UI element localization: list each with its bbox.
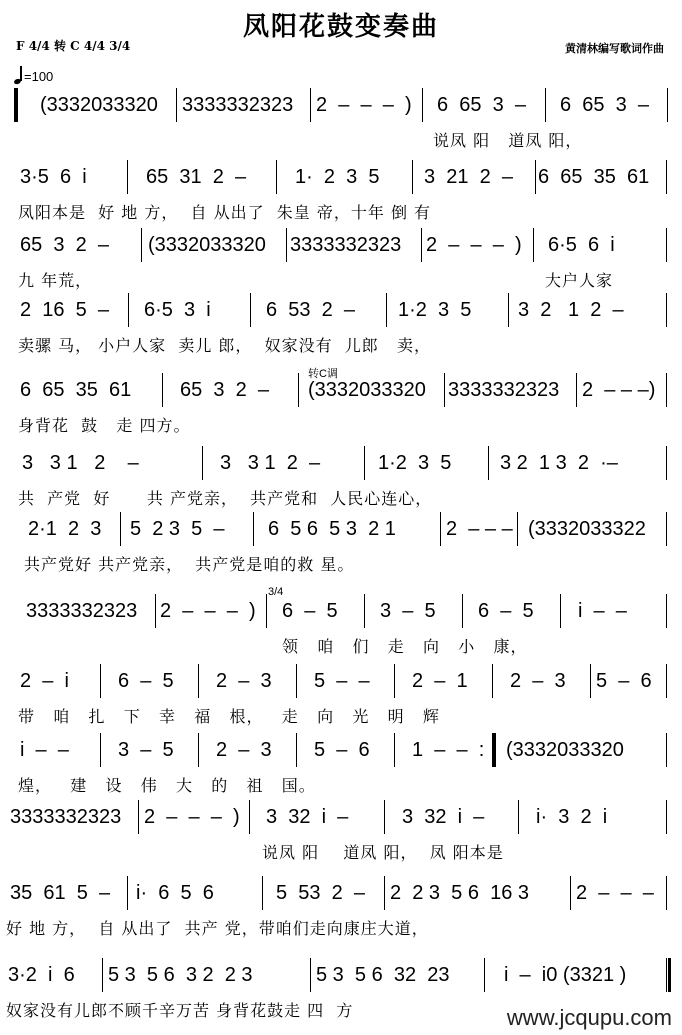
- single-barline: [198, 733, 199, 767]
- measure-notes: 6 5 6 5 3 2 1: [268, 518, 396, 540]
- measure-notes: 3333332323: [448, 379, 560, 401]
- measure-notes: 2 – 1: [412, 670, 468, 692]
- single-barline: [484, 958, 485, 992]
- measure-notes: 2 – 3: [216, 670, 272, 692]
- measure-notes: (3332033320: [148, 234, 266, 256]
- measure-notes: 3 32 i –: [402, 806, 485, 828]
- score-annotation: 3/4: [268, 586, 284, 598]
- single-barline: [576, 373, 577, 407]
- measure-notes: 2·1 2 3: [28, 518, 102, 540]
- measure-notes: 5 3 5 6 32 23: [316, 964, 450, 986]
- measure-notes: 6 53 2 –: [266, 299, 355, 321]
- lyric-line: 身背花 鼓 走 四方。: [18, 416, 191, 435]
- single-barline: [394, 733, 395, 767]
- single-barline: [100, 733, 101, 767]
- single-barline: [384, 800, 385, 834]
- measure-notes: 2 – – – ): [160, 600, 256, 622]
- single-barline: [444, 373, 445, 407]
- single-barline: [176, 88, 177, 122]
- single-barline: [590, 664, 591, 698]
- measure-notes: 6 – 5: [118, 670, 174, 692]
- measure-notes: 2 – 3: [510, 670, 566, 692]
- single-barline: [310, 958, 311, 992]
- single-barline: [560, 594, 561, 628]
- measure-notes: 6·5 6 i: [548, 234, 615, 256]
- measure-notes: 6 65 35 61: [20, 379, 132, 401]
- single-barline: [198, 664, 199, 698]
- measure-notes: 3333332323: [290, 234, 402, 256]
- single-barline: [666, 228, 667, 262]
- measure-notes: 3333332323: [182, 94, 294, 116]
- measure-notes: 5 – 6: [314, 739, 370, 761]
- measure-notes: 3 3 1 2 –: [220, 452, 321, 474]
- single-barline: [100, 664, 101, 698]
- single-barline: [155, 594, 156, 628]
- single-barline: [666, 876, 667, 910]
- single-barline: [296, 733, 297, 767]
- measure-notes: 3 – 5: [380, 600, 436, 622]
- measure-notes: 6·5 3 i: [144, 299, 211, 321]
- score-annotation: 转C调: [308, 368, 338, 380]
- single-barline: [422, 88, 423, 122]
- measure-notes: (3332033322: [528, 518, 646, 540]
- measure-notes: 1·2 3 5: [378, 452, 452, 474]
- single-barline: [384, 876, 385, 910]
- measure-notes: 2 16 5 –: [20, 299, 109, 321]
- single-barline: [364, 594, 365, 628]
- measure-notes: 2 – – –: [576, 882, 654, 904]
- measure-notes: 5 – 6: [596, 670, 652, 692]
- single-barline: [253, 512, 254, 546]
- single-barline: [249, 800, 250, 834]
- single-barline: [666, 594, 667, 628]
- tempo-value: =100: [24, 69, 54, 84]
- single-barline: [266, 594, 267, 628]
- lyric-line: 凤阳本是 好 地 方， 自 从出了 朱皇 帝，十年 倒 有: [18, 203, 432, 222]
- single-barline: [533, 228, 534, 262]
- single-barline: [421, 228, 422, 262]
- measure-notes: (3332033320: [40, 94, 158, 116]
- measure-notes: 5 2 3 5 –: [130, 518, 225, 540]
- single-barline: [666, 293, 667, 327]
- single-barline: [386, 293, 387, 327]
- lyric-line: 九 年荒，: [18, 271, 93, 290]
- measure-notes: 2 – – – ): [316, 94, 412, 116]
- tempo-marking: [14, 66, 53, 84]
- measure-notes: i· 3 2 i: [536, 806, 608, 828]
- key-signature: F 4/4 转 C 4/4 3/4: [16, 39, 131, 53]
- single-barline: [666, 733, 667, 767]
- single-barline: [394, 664, 395, 698]
- single-barline: [250, 293, 251, 327]
- measure-notes: 35 61 5 –: [10, 882, 111, 904]
- single-barline: [162, 373, 163, 407]
- single-barline: [298, 373, 299, 407]
- measure-notes: 3 – 5: [118, 739, 174, 761]
- single-barline: [102, 958, 103, 992]
- single-barline: [545, 88, 546, 122]
- measure-notes: i – –: [578, 600, 627, 622]
- single-barline: [364, 446, 365, 480]
- single-barline: [666, 160, 667, 194]
- measure-notes: (3332033320: [506, 739, 624, 761]
- quarter-note-icon: [14, 66, 22, 84]
- measure-notes: 65 3 2 –: [180, 379, 269, 401]
- lyric-line: 煌， 建 设 伟 大 的 祖 国。: [18, 776, 316, 795]
- single-barline: [127, 160, 128, 194]
- measure-notes: 65 3 2 –: [20, 234, 109, 256]
- measure-notes: i – –: [20, 739, 69, 761]
- measure-notes: 3 2 1 3 2 ·–: [500, 452, 618, 474]
- single-barline: [666, 512, 667, 546]
- repeat-end-barline: [492, 733, 496, 767]
- single-barline: [120, 512, 121, 546]
- measure-notes: 5 53 2 –: [276, 882, 365, 904]
- measure-notes: 3333332323: [26, 600, 138, 622]
- single-barline: [517, 512, 518, 546]
- repeat-start-barline: [14, 88, 18, 122]
- measure-notes: (3332033320: [308, 379, 426, 401]
- measure-notes: 2 2 3 5 6 16 3: [390, 882, 529, 904]
- single-barline: [138, 800, 139, 834]
- measure-notes: 3 2 1 2 –: [518, 299, 624, 321]
- measure-notes: 2 – i: [20, 670, 69, 692]
- single-barline: [440, 512, 441, 546]
- measure-notes: 3 32 i –: [266, 806, 349, 828]
- single-barline: [310, 88, 311, 122]
- measure-notes: 3 3 1 2 –: [22, 452, 139, 474]
- measure-notes: 6 – 5: [282, 600, 338, 622]
- single-barline: [141, 228, 142, 262]
- lyric-line: 说凤 阳 道凤 阳，: [433, 131, 583, 150]
- single-barline: [262, 876, 263, 910]
- measure-notes: 6 65 3 –: [437, 94, 526, 116]
- lyric-line: 共 产党 好 共 产党亲， 共产党和 人民心连心，: [18, 489, 433, 508]
- lyric-line: 大户人家: [545, 271, 614, 290]
- lyric-line: 好 地 方， 自 从出了 共产 党，带咱们走向康庄大道，: [6, 919, 429, 938]
- lyric-line: 卖骡 马， 小户人家 卖儿 郎， 奴家没有 儿郎 卖，: [18, 336, 432, 355]
- measure-notes: 6 65 35 61: [538, 166, 650, 188]
- measure-notes: 5 3 5 6 3 2 2 3: [108, 964, 253, 986]
- single-barline: [296, 664, 297, 698]
- single-barline: [666, 800, 667, 834]
- single-barline: [667, 88, 668, 122]
- single-barline: [412, 160, 413, 194]
- watermark: www.jcqupu.com: [506, 1005, 672, 1030]
- measure-notes: 3·5 6 i: [20, 166, 87, 188]
- lyric-line: 说凤 阳 道凤 阳， 凤 阳本是: [262, 843, 504, 862]
- lyric-line: 奴家没有儿郎不顾千辛万苦 身背花鼓走 四 方: [6, 1001, 354, 1020]
- measure-notes: 1 – – :: [412, 739, 485, 761]
- single-barline: [666, 664, 667, 698]
- measure-notes: 2 – – – ): [426, 234, 522, 256]
- measure-notes: 2 – 3: [216, 739, 272, 761]
- final-barline: [666, 958, 671, 992]
- single-barline: [202, 446, 203, 480]
- measure-notes: 3·2 i 6: [8, 964, 75, 986]
- measure-notes: 1· 2 3 5: [295, 166, 380, 188]
- measure-notes: 65 31 2 –: [146, 166, 247, 188]
- measure-notes: i· 6 5 6: [136, 882, 214, 904]
- measure-notes: 2 – – –: [446, 518, 513, 540]
- single-barline: [518, 800, 519, 834]
- single-barline: [492, 664, 493, 698]
- measure-notes: i – i0 (3321 ): [504, 964, 627, 986]
- lyric-line: 领 咱 们 走 向 小 康，: [282, 637, 528, 656]
- single-barline: [462, 594, 463, 628]
- single-barline: [508, 293, 509, 327]
- single-barline: [666, 446, 667, 480]
- author-credit: 黄清林编写歌词作曲: [565, 42, 664, 55]
- measure-notes: 2 – – – ): [144, 806, 240, 828]
- measure-notes: 6 – 5: [478, 600, 534, 622]
- measure-notes: 3 21 2 –: [424, 166, 513, 188]
- lyric-line: 带 咱 扎 下 幸 福 根， 走 向 光 明 辉: [18, 707, 440, 726]
- single-barline: [570, 876, 571, 910]
- single-barline: [666, 373, 667, 407]
- single-barline: [276, 160, 277, 194]
- measure-notes: 1·2 3 5: [398, 299, 472, 321]
- single-barline: [488, 446, 489, 480]
- measure-notes: 6 65 3 –: [560, 94, 649, 116]
- single-barline: [286, 228, 287, 262]
- score-title: 凤阳花鼓变奏曲: [242, 12, 439, 42]
- single-barline: [535, 160, 536, 194]
- single-barline: [127, 876, 128, 910]
- lyric-line: 共产党好 共产党亲， 共产党是咱的救 星。: [24, 555, 355, 574]
- measure-notes: 2 – – –): [582, 379, 656, 401]
- measure-notes: 3333332323: [10, 806, 122, 828]
- single-barline: [128, 293, 129, 327]
- measure-notes: 5 – –: [314, 670, 370, 692]
